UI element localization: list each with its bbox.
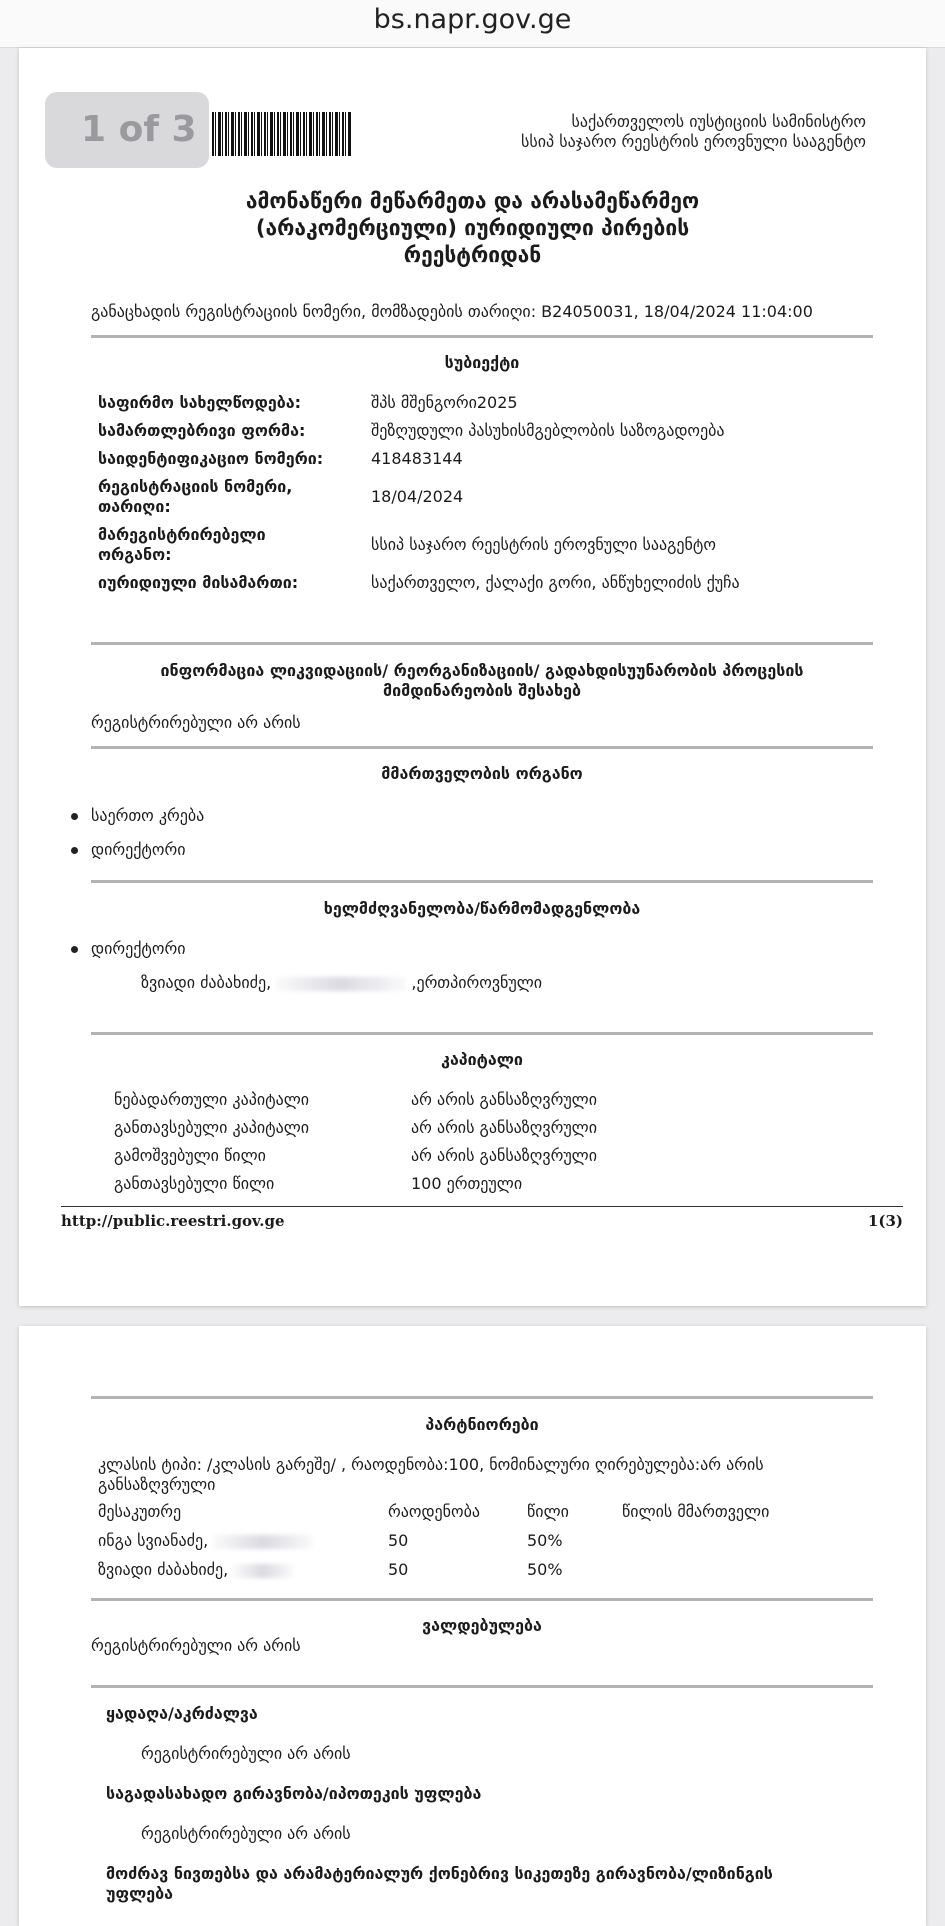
browser-url-bar[interactable] — [0, 0, 945, 48]
title-line-2: (არაკომერციული) იურიდიული პირების — [255, 216, 690, 240]
section-heading-liquidation — [91, 661, 873, 701]
partner-qty: 50 — [388, 1560, 409, 1579]
partner-share: 50% — [527, 1560, 563, 1579]
section-heading-partners: პარტნიორები — [425, 1415, 539, 1434]
document-page-2 — [19, 1326, 926, 1926]
divider — [91, 1685, 873, 1688]
capital-value: არ არის განსაზღვრული — [411, 1118, 597, 1137]
column-header: წილი — [527, 1502, 569, 1521]
redacted-id — [213, 1535, 313, 1549]
subject-key: სამართლებრივი ფორმა: — [98, 421, 306, 440]
governance-item: საერთო კრება — [91, 806, 205, 825]
capital-key: გამოშვებული წილი — [114, 1146, 266, 1165]
liquidation-heading-line-1: ინფორმაცია ლიკვიდაციის/ რეორგანიზაციის/ გადახდისუუნარობის პროცესის — [160, 661, 804, 680]
title-line-1: ამონაწერი მეწარმეთა და არასამეწარმეო — [245, 189, 700, 213]
capital-value: არ არის განსაზღვრული — [411, 1146, 597, 1165]
divider — [91, 746, 873, 749]
partner-owner — [98, 1560, 293, 1580]
partner-owner-name: ზვიადი ძაბახიძე, — [98, 1560, 229, 1579]
movable-lien-label — [106, 1864, 866, 1904]
section-heading-governance: მმართველობის ორგანო — [381, 764, 583, 783]
section-heading-obligation: ვალდებულება — [422, 1616, 542, 1635]
redacted-id — [276, 977, 406, 991]
subject-value: საქართველო, ქალაქი გორი, ანწუხელიძის ქუჩა — [371, 573, 740, 592]
footer-link[interactable]: http://public.reestri.gov.ge — [61, 1212, 285, 1230]
capital-value: არ არის განსაზღვრული — [411, 1090, 597, 1109]
class-info-line-2: განსაზღვრული — [98, 1475, 216, 1494]
subject-value: შეზღუდული პასუხისმგებლობის საზოგადოება — [371, 421, 725, 440]
movable-lien-line-2: უფლება — [106, 1884, 174, 1903]
representative-entry — [141, 973, 542, 993]
divider — [91, 1396, 873, 1399]
representative-suffix: ,ერთპიროვნული — [411, 973, 543, 992]
subject-value: 418483144 — [371, 449, 463, 468]
subject-key: საფირმო სახელწოდება: — [98, 393, 301, 412]
url-text: bs.napr.gov.ge — [373, 4, 572, 35]
barcode — [212, 112, 352, 156]
liquidation-heading-line-2: მიმდინარეობის შესახებ — [383, 681, 581, 700]
subject-value: 18/04/2024 — [371, 487, 464, 506]
divider — [91, 642, 873, 645]
capital-key: განთავსებული წილი — [114, 1174, 275, 1193]
representation-role: დირექტორი — [91, 939, 186, 958]
liquidation-status: რეგისტრირებული არ არის — [91, 713, 301, 732]
page-indicator: 1 of 3 — [45, 92, 209, 168]
subject-key: რეგისტრაციის ნომერი, თარიღი: — [98, 477, 293, 516]
capital-key: განთავსებული კაპიტალი — [114, 1118, 310, 1137]
subject-value: სსიპ საჯარო რეესტრის ეროვნული სააგენტო — [371, 535, 716, 554]
section-heading-subject: სუბიექტი — [444, 353, 520, 372]
subject-key: საიდენტიფიკაციო ნომერი: — [98, 449, 324, 468]
section-heading-representation: ხელმძღვანელობა/წარმომადგენლობა — [323, 899, 641, 918]
document-page-1 — [19, 48, 926, 1306]
subject-key: იურიდიული მისამართი: — [98, 573, 299, 592]
governance-item: დირექტორი — [91, 840, 186, 859]
subject-key: მარეგისტრირებელი ორგანო: — [98, 525, 266, 564]
class-info-line-1: კლასის ტიპი: /კლასის გარეშე/ , რაოდენობა:100, ნომინალური ღირებულება:არ არის — [98, 1455, 764, 1474]
tax-lien-status: რეგისტრირებული არ არის — [141, 1824, 351, 1843]
seizure-label: ყადაღა/აკრძალვა — [106, 1704, 258, 1723]
divider — [91, 880, 873, 883]
partner-owner-name: ინგა სვიანაძე, — [98, 1531, 209, 1550]
capital-key: ნებადართული კაპიტალი — [114, 1090, 310, 1109]
footer-page-number: 1(3) — [867, 1212, 903, 1230]
agency-line-2: სსიპ საჯარო რეესტრის ეროვნული სააგენტო — [521, 132, 866, 151]
divider — [91, 1032, 873, 1035]
application-meta: განაცხადის რეგისტრაციის ნომერი, მომზადების თარიღი: B24050031, 18/04/2024 11:04:00 — [91, 302, 813, 321]
partner-qty: 50 — [388, 1531, 409, 1550]
partner-share: 50% — [527, 1531, 563, 1550]
representative-name: ზვიადი ძაბახიძე, — [141, 973, 272, 992]
partner-owner — [98, 1531, 313, 1551]
obligation-status: რეგისტრირებული არ არის — [91, 1636, 301, 1655]
partners-class-info — [98, 1455, 880, 1495]
divider — [91, 1598, 873, 1601]
section-heading-capital: კაპიტალი — [441, 1050, 523, 1069]
capital-value: 100 ერთეული — [411, 1174, 523, 1193]
column-header: წილის მმართველი — [622, 1502, 770, 1521]
column-header: მესაკუთრე — [98, 1502, 182, 1521]
title-line-3: რეესტრიდან — [403, 243, 542, 267]
movable-lien-line-1: მოძრავ ნივთებსა და არამატერიალურ ქონებრივ სიკეთეზე გირავნობა/ლიზინგის — [106, 1864, 773, 1883]
agency-line-1: საქართველოს იუსტიციის სამინისტრო — [571, 112, 866, 131]
subject-value: შპს მშენგორი2025 — [371, 393, 518, 412]
divider — [91, 335, 873, 338]
seizure-status: რეგისტრირებული არ არის — [141, 1744, 351, 1763]
document-title — [19, 188, 926, 269]
footer-divider — [61, 1206, 903, 1207]
redacted-id — [233, 1564, 293, 1578]
agency-header — [446, 112, 866, 152]
column-header: რაოდენობა — [388, 1502, 480, 1521]
tax-lien-label: საგადასახადო გირავნობა/იპოთეკის უფლება — [106, 1784, 482, 1803]
